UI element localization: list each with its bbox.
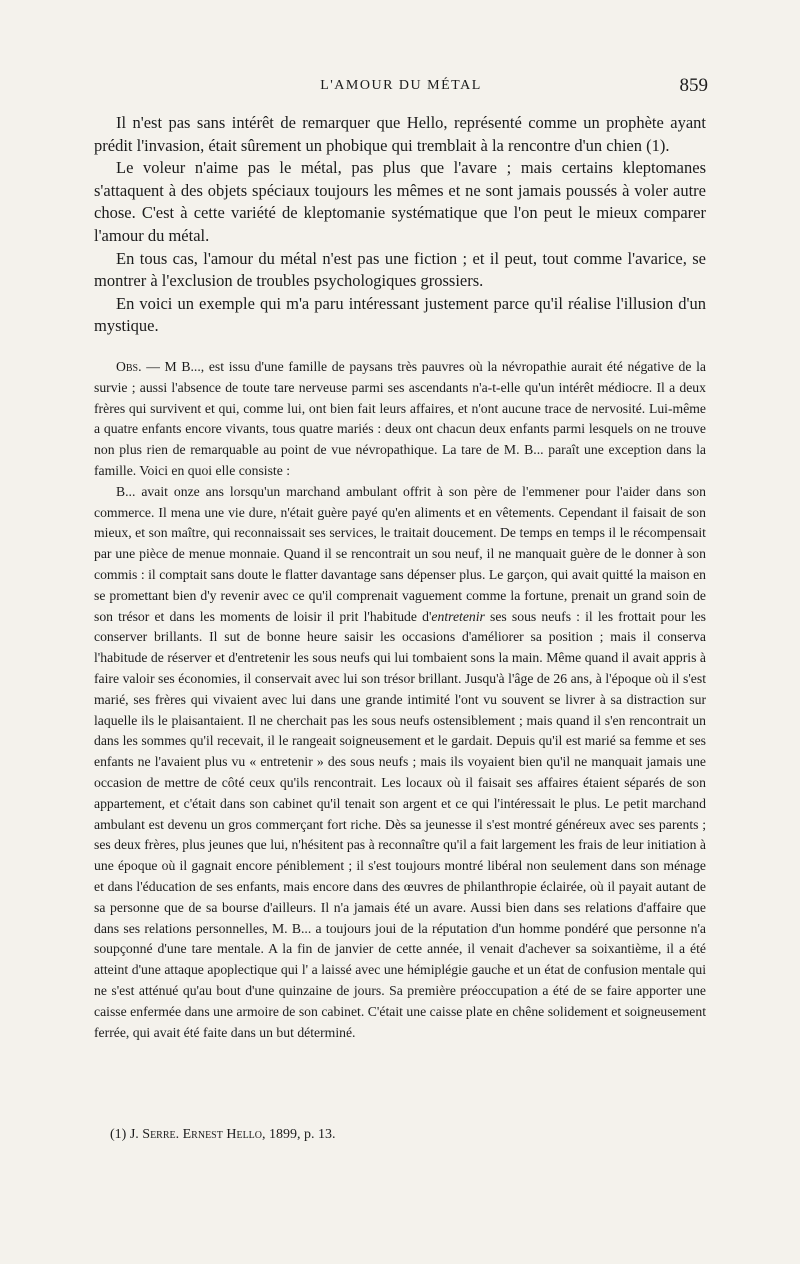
emphasized-word: entretenir — [431, 608, 485, 624]
running-title: L'AMOUR DU MÉTAL — [320, 78, 482, 93]
footnote-title: Ernest Hello — [182, 1127, 263, 1142]
observation-text: B... avait onze ans lorsqu'un marchand ambulant offrit à son père de l'emmener pour l'aider dans son commerce. Il mena une vie dure, n'était guère payé qu'en aliments et en vêtements. Cependant il faisait de son mieux, et son maître, qui reconnaissait ses services, le traitait doucement. De temps en temps il le récompensait par une pièce de menue monnaie. Quand il se rencontrait un sou neuf, il ne manquait guère de le donner à son commis : il comptait sans doute le flatter davantage sans dépenser plus. Le garçon, qui avait quitté la maison en se promettant bien d'y revenir avec ce qu'il comprenait vaguement comme la fortune, prenait un grand soin de son trésor et dans les moments de loisir il prit l'habitude d' — [94, 483, 706, 624]
observation-text: ses sous neufs : il les frottait pour les conserver brillants. Il sut de bonne heure saisir les occasions d'améliorer sa position ; mais il conserva l'habitude de réserver et d'entretenir les sous neufs qui lui tombaient sons la main. Même quand il avait appris à faire valoir ses économies, il conservait avec lui son trésor brillant. Jusqu'à l'âge de 26 ans, à l'époque où il s'est marié, ses frères qui vivaient avec lui dans une grande intimité l'ont vu souvent se livrer à sa distraction sur laquelle ils le plaisantaient. Il ne cherchait pas les sous neufs ostensiblement ; mais quand il s'en rencontrait un dans les sommes qu'il recevait, il le rangeait soigneusement et le gardait. Depuis qu'il est marié sa femme et ses enfants ne l'avaient plus vu « entretenir » des sous neufs ; mais ils voyaient bien qu'il ne manquait jamais une occasion de mettre de côté ceux qu'ils rencontrait. Les locaux où il faisait ses affaires étaient séparés de son appartement, et c'était dans son cabinet qu'il tenait son argent et ce qui l'intéressait le plus. Le petit marchand ambulant est devenu un gros commerçant fort riche. Dès sa jeunesse il s'est montré généreux avec ses parents ; ses deux frères, plus jeunes que lui, n'hésitent pas à reconnaître qu'il a fait largement les frais de leur initiation à une époque où il gagnait encore péniblement ; il s'est toujours montré libéral non seulement dans son ménage et dans l'éducation de ses enfants, mais encore dans des œuvres de philanthropie éclairée, où il payait autant de sa personne que de sa bourse d'ailleurs. Il n'a jamais été un avare. Aussi bien dans ses relations d'affaire que dans ses relations personnelles, M. B... a toujours joui de la réputation d'un homme pondéré que personne n'a soupçonné d'une tare mentale. A la fin de janvier de cette année, il venait d'achever sa soixantième, il a été atteint d'une attaque apoplectique qui l' a laissé avec une hémiplégie gauche et un état de confusion mentale qui ne s'est atténué qu'au bout d'une quinzaine de jours. Sa première préoccupation a été de se faire apporter une caisse enfermée dans une armoire de son cabinet. C'était une caisse plate en chêne solidement et soigneusement ferrée, qui avait été faite dans un but déterminé. — [94, 608, 706, 1040]
paragraph: Il n'est pas sans intérêt de remarquer que Hello, représenté comme un prophète ayant prédit l'invasion, était sûrement un phobique qui tremblait à la rencontre d'un chien (1). — [94, 113, 706, 155]
paragraph: Le voleur n'aime pas le métal, pas plus que l'avare ; mais certains kleptomanes s'attaquent à des objets spéciaux toujours les mêmes et ne sont jamais poussés à voler autre chose. C'est à cette variété de kleptomanie systématique que l'on peut le mieux comparer l'amour du métal. — [94, 158, 706, 245]
footnote-author: J. Serre. — [129, 1127, 180, 1142]
main-text — [94, 112, 706, 338]
paragraph: En tous cas, l'amour du métal n'est pas une fiction ; et il peut, tout comme l'avarice, se montrer à l'exclusion de troubles psychologiques grossiers. — [94, 248, 706, 291]
page-header — [94, 75, 708, 102]
observation-paragraph — [94, 357, 706, 482]
page-number: 859 — [679, 75, 708, 96]
footnote-marker: (1) — [110, 1127, 127, 1142]
observation-block — [94, 357, 706, 1043]
footnote-details: , 1899, p. 13. — [262, 1127, 336, 1142]
paragraph: En voici un exemple qui m'a paru intéressant justement parce qu'il réalise l'illusion d'un mystique. — [94, 293, 706, 336]
observation-paragraph — [94, 482, 706, 1044]
footnote — [110, 1127, 336, 1143]
observation-text: — M B..., est issu d'une famille de paysans très pauvres où la névropathie aurait été négative de la survie ; aussi l'absence de toute tare nerveuse parmi ses ascendants n'a-t-elle qu'un intérêt médiocre. Il a deux frères qui survivent et qui, comme lui, ont bien fait leurs affaires, et n'ont aucune trace de nervosité. Lui-même a quatre enfants encore vivants, tous quatre mariés : deux ont chacun deux enfants parmi lesquels on ne trouve non plus rien de remarquable au point de vue névropathique. La tare de M. B... paraît une exception dans la famille. Voici en quoi elle consiste : — [94, 359, 706, 478]
observation-label: Obs. — [116, 359, 142, 374]
